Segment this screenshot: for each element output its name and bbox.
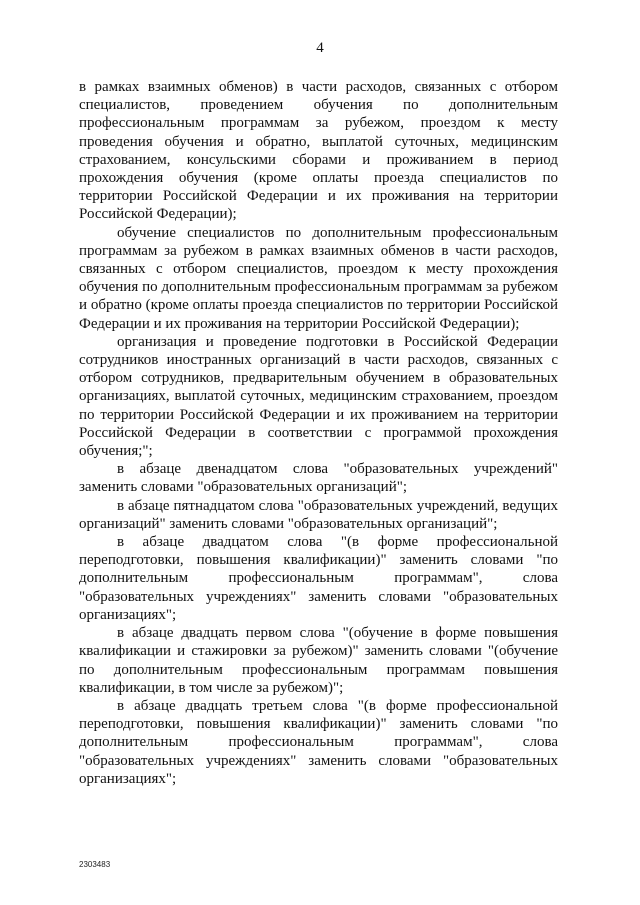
paragraph-7: в абзаце двадцать первом слова "(обучение в форме повышения квалификации и стажировки за рубежом)" заменить словами "(обучение по дополнительным профессиональным программам повышения квалификации, в том числе за рубежом)"; [79,625,558,696]
paragraph-3: организация и проведение подготовки в Российской Федерации сотрудников иностранных организаций в части расходов, связанных с отбором сотрудников, предварительным обучением в образовательных организациях, выплатой суточных, медицинским страхованием, проездом по территории Российской Федерации и их проживанием на территории Российской Федерации в соответствии с программой прохождения обучения;"; [79,333,558,460]
paragraph-2: обучение специалистов по дополнительным профессиональным программам за рубежом в рамках взаимных обменов в части расходов, связанных с отбором специалистов, проездом к месту прохождения обучения по дополнительным профессиональным программам за рубежом и обратно (кроме оплаты проезда специалистов по территории Российской Федерации и их проживания на территории Российской Федерации); [79,224,558,332]
paragraph-8: в абзаце двадцать третьем слова "(в форме профессиональной переподготовки, повышения квалификации)" заменить словами "по дополнительным профессиональным программам", слова "образовательных учреждениях" заменить словами "образовательных организациях"; [79,697,558,787]
document-code: 2303483 [79,860,111,869]
paragraph-6: в абзаце двадцатом слова "(в форме профессиональной переподготовки, повышения квалификации)" заменить словами "по дополнительным профессиональным программам", слова "образовательных учреждениях" заменить словами "образовательных организациях"; [79,534,558,623]
paragraph-5: в абзаце пятнадцатом слова "образовательных учреждений, ведущих организаций" заменить словами "образовательных организаций"; [79,497,558,532]
document-body [79,78,558,788]
paragraph-4: в абзаце двенадцатом слова "образовательных учреждений" заменить словами "образовательных организаций"; [79,461,558,496]
paragraph-1: в рамках взаимных обменов) в части расходов, связанных с отбором специалистов, проведением обучения по дополнительным профессиональным программам за рубежом, проездом к месту проведения обучения и обратно, выплатой суточных, медицинским страхованием, консульскими сборами и проживанием в период прохождения обучения (кроме оплаты проезда специалистов по территории Российской Федерации и их проживания на территории Российской Федерации); [79,79,558,223]
page-number: 4 [316,40,324,56]
